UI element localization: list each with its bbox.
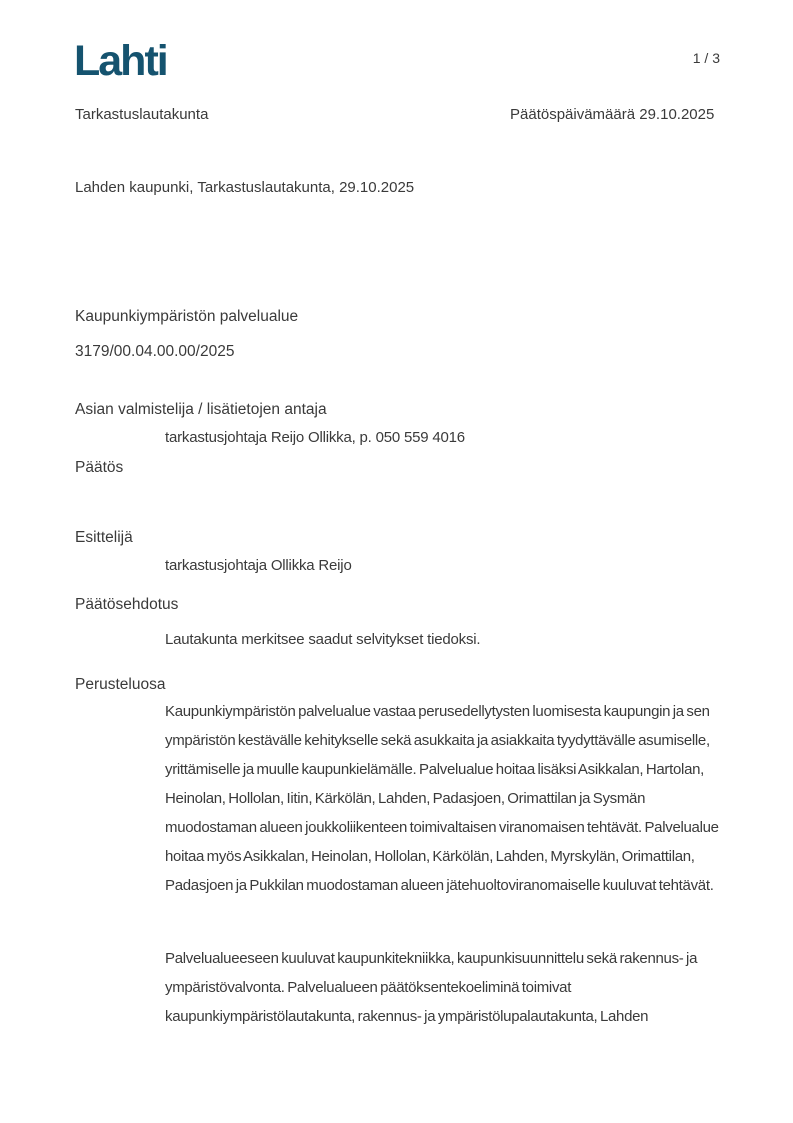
case-title: Kaupunkiympäristön palvelualue	[75, 308, 299, 325]
rationale-paragraph-1: Kaupunkiympäristön palvelualue vastaa perusedellytysten luomisesta kaupungin ja sen ympäristön kestävälle kehitykselle sekä asukkaita ja asiakkaita tyydyttävälle asumiselle, yrittämiselle ja muulle kaupunkielämälle. Palvelualue hoitaa lisäksi Asikkalan, Hartolan, Heinolan, Hollolan, Iitin, Kärkölän, Lahden, Padasjoen, Orimattilan ja Sysmän muodostaman alueen joukkoliikenteen toimivaltaisen viranomaisen tehtävät. Palvelualue hoitaa myös Asikkalan, Heinolan, Hollolan, Kärkölän, Lahden, Myrskylän, Orimattilan, Padasjoen ja Pukkilan muodostaman alueen jätehuoltoviranomaiselle kuuluvat tehtävät.	[165, 703, 719, 894]
section-value-proposal: Lautakunta merkitsee saadut selvitykset tiedoksi.	[165, 631, 481, 648]
section-label-rationale: Perusteluosa	[75, 676, 166, 693]
section-value-preparer: tarkastusjohtaja Reijo Ollikka, p. 050 559 4016	[165, 429, 465, 446]
document-reference-line: Lahden kaupunki, Tarkastuslautakunta, 29.10.2025	[75, 179, 415, 196]
lahti-logo: Lahti	[74, 37, 167, 85]
decision-date: Päätöspäivämäärä 29.10.2025	[510, 106, 715, 123]
section-label-decision: Päätös	[75, 459, 124, 476]
section-label-proposal: Päätösehdotus	[75, 596, 179, 613]
section-label-preparer: Asian valmistelija / lisätietojen antaja	[75, 401, 327, 418]
committee-name: Tarkastuslautakunta	[75, 106, 209, 123]
page-number: 1 / 3	[692, 50, 720, 66]
rationale-paragraph-2: Palvelualueeseen kuuluvat kaupunkitekniikka, kaupunkisuunnittelu sekä rakennus- ja ympäristövalvonta. Palvelualueen päätöksentekoeliminä toimivat kaupunkiympäristölautakunta, rakennus- ja ympäristölupalautakunta, Lahden	[165, 950, 698, 1025]
section-label-presenter: Esittelijä	[75, 529, 133, 546]
section-value-presenter: tarkastusjohtaja Ollikka Reijo	[165, 557, 352, 574]
case-number: 3179/00.04.00.00/2025	[75, 343, 235, 360]
